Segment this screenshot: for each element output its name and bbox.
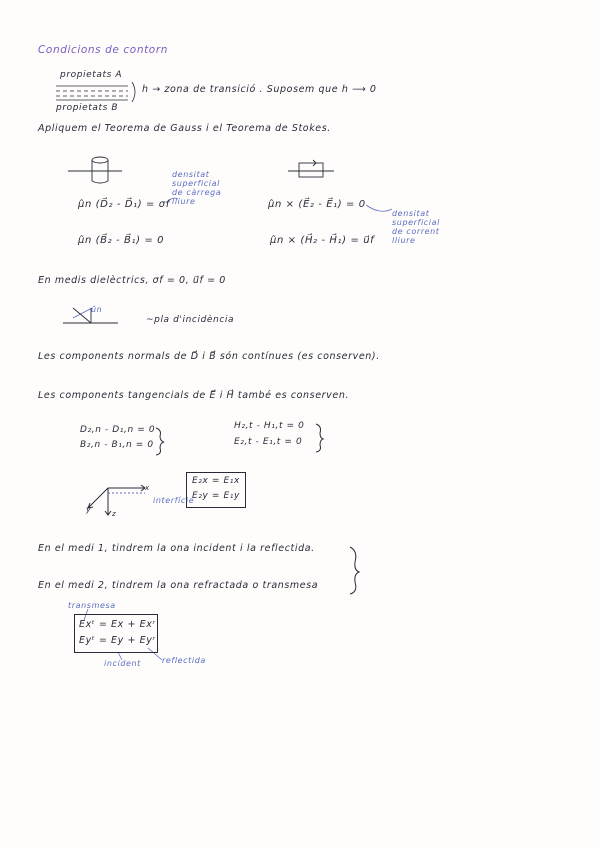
cont-h: H₂,t - H₁,t = 0 xyxy=(234,421,305,431)
un-label: ûn xyxy=(91,305,103,314)
final-box-line-1: Exᵗ = Ex + Exʳ xyxy=(79,619,156,630)
prop-b-label: propietats B xyxy=(56,103,119,113)
eq-gauss-b: μ̂n (B⃗₂ - B⃗₁) = 0 xyxy=(78,235,165,246)
apply-theorems: Apliquem el Teorema de Gauss i el Teorema de Stokes. xyxy=(38,123,331,134)
final-box-line-2: Eyᵗ = Ey + Eyʳ xyxy=(79,635,156,646)
tangential-components-text: Les components tangencials de E⃗ i H⃗ també es conserven. xyxy=(38,390,350,401)
medium-1-text: En el medi 1, tindrem la ona incident i la reflectida. xyxy=(38,543,315,554)
axis-y-label: y xyxy=(86,505,92,514)
gauss-cylinder-icon xyxy=(68,157,122,183)
axes-sketch xyxy=(88,485,145,515)
reflectida-label: reflectida xyxy=(162,656,206,665)
note-surface-charge: densitat superficial de càrrega lliure xyxy=(172,170,222,206)
final-box xyxy=(74,614,158,653)
boundary-sketch xyxy=(56,82,135,102)
incident-label: incident xyxy=(104,659,141,668)
transition-text: h → zona de transició . Suposem que h ⟶ 0 xyxy=(142,84,377,95)
field-box xyxy=(186,472,246,508)
page-title: Condicions de contorn xyxy=(38,44,168,56)
axis-x-label: x xyxy=(145,484,150,492)
normal-components-text: Les components normals de D⃗ i B⃗ són contínues (es conserven). xyxy=(38,351,380,362)
cont-e: E₂,t - E₁,t = 0 xyxy=(234,437,303,447)
dielectric-text: En medis dielèctrics, σf = 0, u⃗f = 0 xyxy=(38,275,226,286)
incidence-label: ~pla d'incidència xyxy=(146,315,235,325)
axis-z-label: z xyxy=(112,510,117,518)
field-box-line-1: E₂x = E₁x xyxy=(192,476,240,486)
eq-gauss-d: μ̂n (D⃗₂ - D⃗₁) = σf xyxy=(78,199,170,210)
prop-a-label: propietats A xyxy=(60,70,123,80)
medium-2-text: En el medi 2, tindrem la ona refractada o transmesa xyxy=(38,580,319,591)
transmesa-label: transmesa xyxy=(68,601,116,610)
eq-stokes-h: μ̂n × (H⃗₂ - H⃗₁) = u⃗f xyxy=(270,235,375,246)
stokes-loop-icon xyxy=(288,160,334,177)
eq-stokes-e: μ̂n × (E⃗₂ - E⃗₁) = 0 xyxy=(268,199,366,210)
cont-d: D₂,n - D₁,n = 0 xyxy=(80,425,156,435)
cont-b: B₂,n - B₁,n = 0 xyxy=(80,440,154,450)
field-box-line-2: E₂y = E₁y xyxy=(192,491,240,501)
interface-label: interfície xyxy=(153,496,195,505)
note-surface-current: densitat superficial de corrent lliure xyxy=(392,209,440,245)
